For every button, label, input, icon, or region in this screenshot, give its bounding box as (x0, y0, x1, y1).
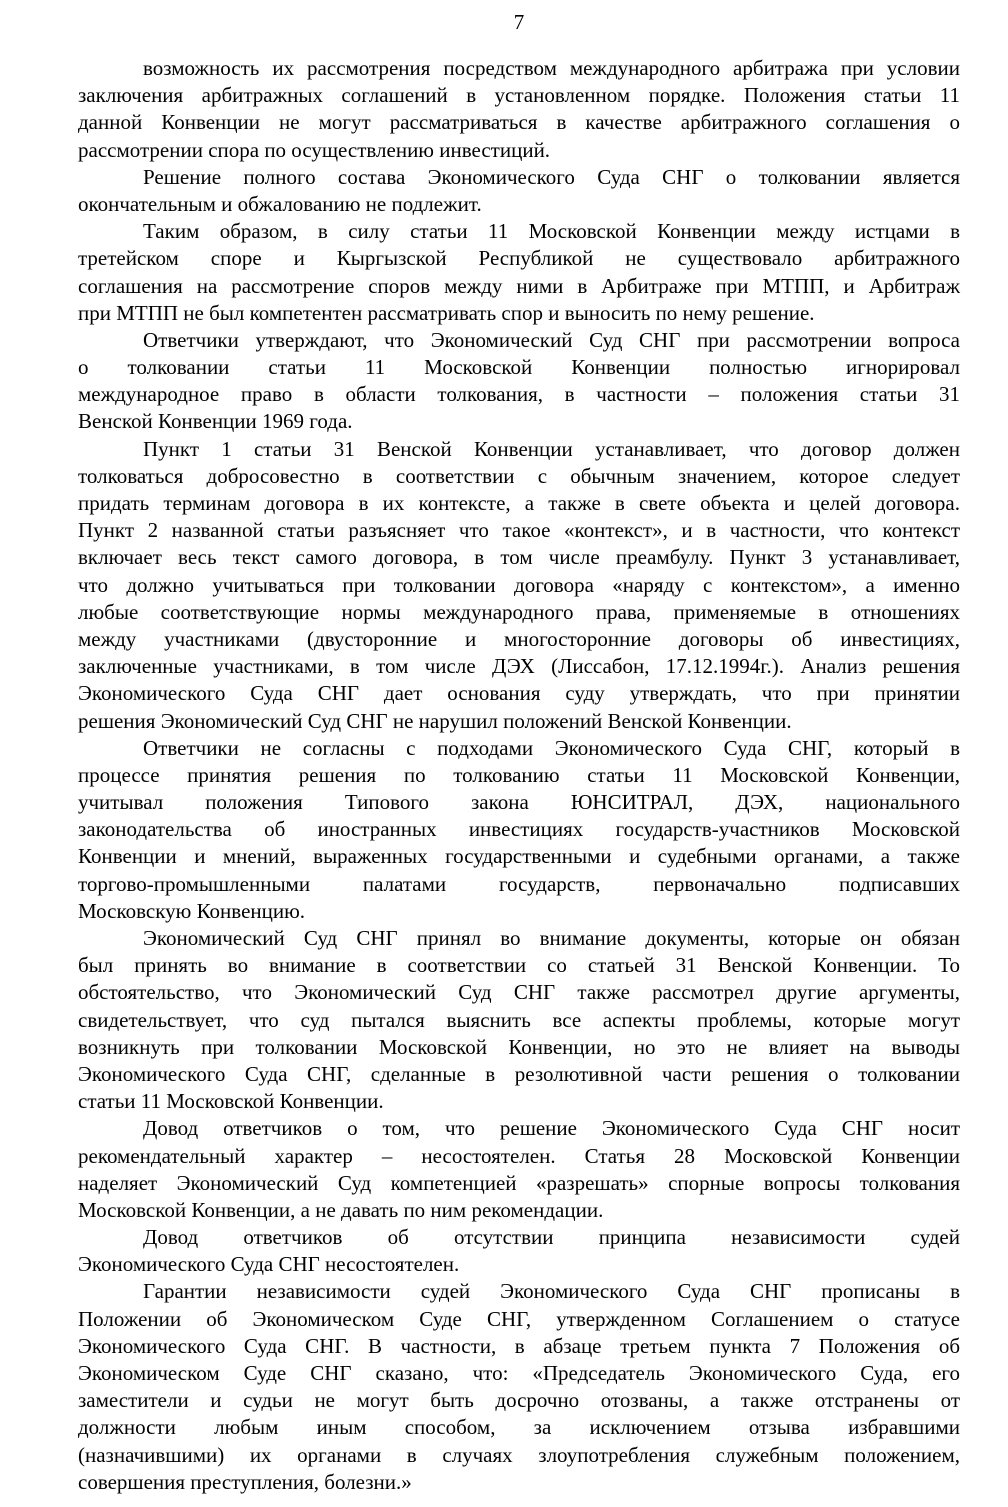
text-line: Довод ответчиков об отсутствии принципа независимости судей (143, 1225, 960, 1250)
text-line: при МТПП не был компетентен рассматривать спор и выносить по нему решение. (78, 300, 815, 325)
text-line: (назначившими) их органами в случаях злоупотребления служебным положением, (78, 1442, 960, 1467)
page-number: 7 (513, 10, 525, 34)
text-line: заключения арбитражных соглашений в установленном порядке. Положения статьи 11 (78, 83, 960, 108)
text-line: данной Конвенции не могут рассматриваться в качестве арбитражного соглашения о (78, 110, 960, 135)
text-line: Ответчики утверждают, что Экономический Суд СНГ при рассмотрении вопроса (143, 327, 960, 352)
text-line: любые соответствующие нормы международного права, применяемые в отношениях (78, 599, 960, 624)
text-line: Положении об Экономическом Суде СНГ, утвержденном Соглашением о статусе (78, 1306, 960, 1331)
paragraph (78, 1224, 960, 1278)
text-line: Ответчики не согласны с подходами Экономического Суда СНГ, который в (143, 735, 960, 760)
paragraph (78, 925, 960, 1115)
text-line: Экономического Суда СНГ несостоятелен. (78, 1252, 460, 1277)
text-line: обстоятельство, что Экономический Суд СНГ также рассмотрел другие аргументы, (78, 980, 960, 1005)
text-line: возникнуть при толковании Московской Конвенции, но это не влияет на выводы (78, 1034, 960, 1059)
paragraph (78, 327, 960, 436)
text-line: Московской Конвенции, а не давать по ним рекомендации. (78, 1197, 604, 1222)
paragraph (78, 218, 960, 327)
text-line: третейском споре и Кыргызской Республикой не существовало арбитражного (78, 246, 960, 271)
text-line: Решение полного состава Экономического Суда СНГ о толковании является (143, 164, 960, 189)
text-line: Пункт 1 статьи 31 Венской Конвенции устанавливает, что договор должен (143, 436, 960, 461)
document-body (78, 55, 960, 1496)
text-line: между участниками (двусторонние и многосторонние договоры об инвестициях, (78, 626, 960, 651)
text-line: свидетельствует, что суд пытался выяснить все аспекты проблемы, которые могут (78, 1007, 960, 1032)
text-line: был принять во внимание в соответствии со статьей 31 Венской Конвенции. То (78, 953, 960, 978)
text-line: Экономического Суда СНГ, сделанные в резолютивной части решения о толковании (78, 1061, 960, 1086)
text-line: Экономический Суд СНГ принял во внимание документы, которые он обязан (143, 926, 960, 950)
text-line: учитывал положения Типового закона ЮНСИТРАЛ, ДЭХ, национального (78, 790, 960, 815)
text-line: заместители и судьи не могут быть досрочно отозваны, а также отстранены от (78, 1388, 960, 1413)
text-line: придать терминам договора в их контексте, а также в свете объекта и целей договора. (78, 491, 960, 515)
text-line: включает весь текст самого договора, в том числе преамбулу. Пункт 3 устанавливает, (78, 545, 960, 570)
text-line: Московскую Конвенцию. (78, 898, 306, 923)
text-line: наделяет Экономический Суд компетенцией «разрешать» спорные вопросы толкования (78, 1170, 960, 1195)
text-line: рекомендательный характер – несостоятелен. Статья 28 Московской Конвенции (78, 1143, 960, 1168)
paragraph (78, 55, 960, 164)
text-line: процессе принятия решения по толкованию статьи 11 Московской Конвенции, (78, 762, 960, 787)
text-line: соглашения на рассмотрение споров между ними в Арбитраже при МТПП, и Арбитраж (78, 273, 960, 298)
text-line: что должно учитываться при толковании договора «наряду с контекстом», а именно (78, 572, 960, 597)
text-line: заключенные участниками, в том числе ДЭХ (Лиссабон, 17.12.1994г.). Анализ решения (78, 654, 960, 679)
paragraph (78, 1115, 960, 1224)
text-line: статьи 11 Московской Конвенции. (78, 1089, 384, 1114)
text-line: о толковании статьи 11 Московской Конвенции полностью игнорировал (78, 355, 960, 380)
paragraph (78, 436, 960, 735)
text-line: решения Экономический Суд СНГ не нарушил положений Венской Конвенции. (78, 708, 792, 733)
text-line: рассмотрении спора по осуществлению инвестиций. (78, 137, 551, 162)
text-line: возможность их рассмотрения посредством международного арбитража при условии (143, 56, 960, 80)
text-line: Экономического Суда СНГ дает основания суду утверждать, что при принятии (78, 681, 960, 706)
text-line: Пункт 2 названной статьи разъясняет что такое «контекст», и в частности, что контекст (78, 518, 960, 543)
text-line: толковаться добросовестно в соответствии с обычным значением, которое следует (78, 463, 960, 488)
paragraph (78, 735, 960, 925)
text-line: Гарантии независимости судей Экономического Суда СНГ прописаны в (143, 1279, 960, 1304)
text-line: Конвенции и мнений, выраженных государственными и судебными органами, а также (78, 844, 960, 869)
text-line: Довод ответчиков о том, что решение Экономического Суда СНГ носит (143, 1116, 960, 1141)
text-line: Таким образом, в силу статьи 11 Московской Конвенции между истцами в (143, 219, 960, 244)
text-line: окончательным и обжалованию не подлежит. (78, 191, 482, 216)
paragraph (78, 1278, 960, 1496)
text-line: Венской Конвенции 1969 года. (78, 409, 353, 434)
text-line: Экономического Суда СНГ. В частности, в абзаце третьем пункта 7 Положения об (78, 1333, 960, 1358)
text-line: законодательства об иностранных инвестициях государств-участников Московской (78, 817, 960, 842)
text-line: должности любым иным способом, за исключением отзыва избравшими (78, 1415, 960, 1440)
text-line: совершения преступления, болезни.» (78, 1469, 412, 1494)
text-line: международное право в области толкования, в частности – положения статьи 31 (78, 382, 960, 407)
paragraph (78, 164, 960, 218)
text-line: Экономическом Суде СНГ сказано, что: «Председатель Экономического Суда, его (78, 1361, 960, 1385)
text-line: торгово-промышленными палатами государств, первоначально подписавших (78, 871, 960, 896)
